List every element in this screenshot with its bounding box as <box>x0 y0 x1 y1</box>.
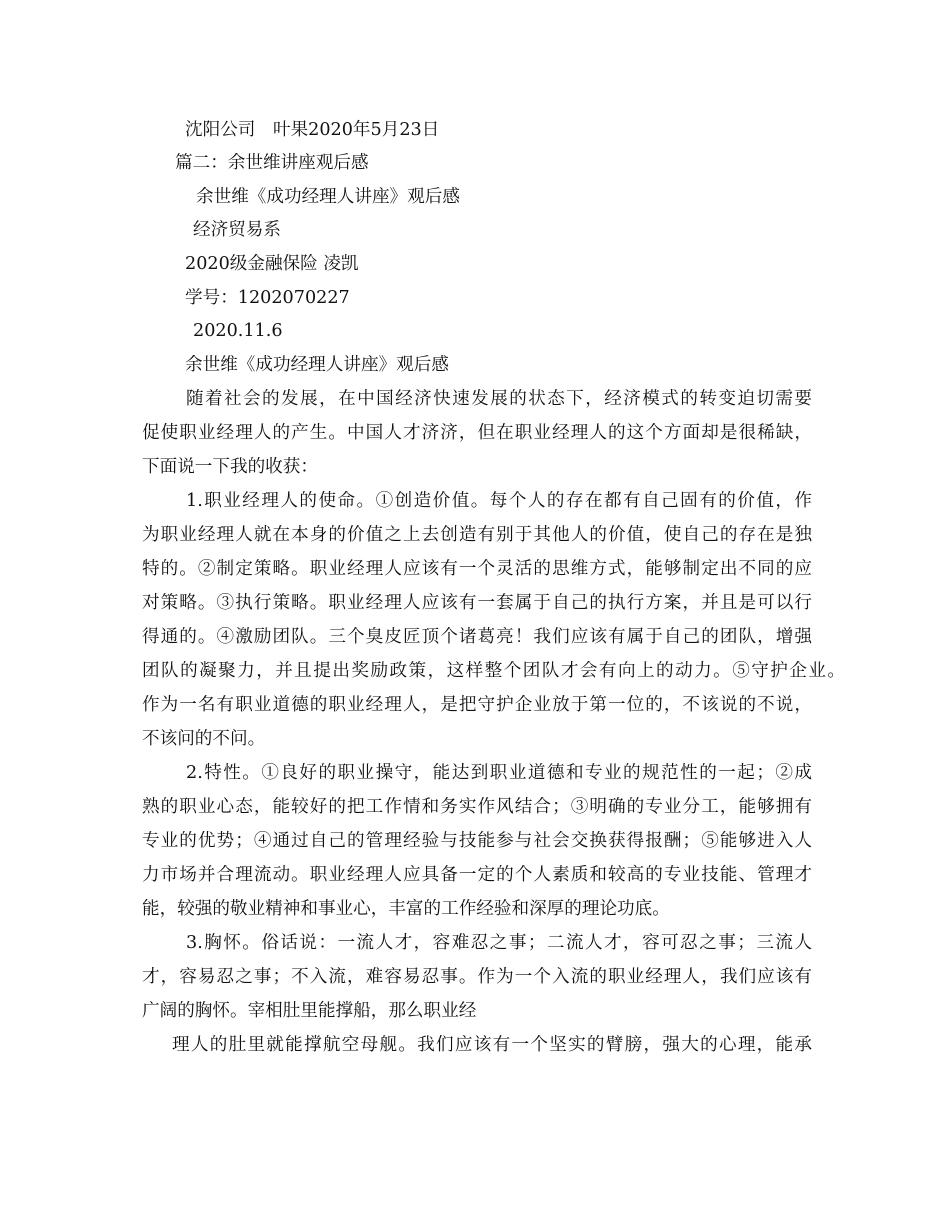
essay-title: 余世维《成功经理人讲座》观后感 <box>196 187 460 207</box>
date-line: 2020.11.6 <box>193 321 283 341</box>
point-two-line: 2.特性。①良好的职业操守，能达到职业道德和专业的规范性的一起；②成 <box>186 763 812 783</box>
point-two-line: 力市场并合理流动。职业经理人应具备一定的个人素质和较高的专业技能、管理才 <box>142 865 812 885</box>
point-one-line: 1.职业经理人的使命。①创造价值。每个人的存在都有自己固有的价值，作 <box>186 491 812 511</box>
point-one-line: 对策略。③执行策略。职业经理人应该有一套属于自己的执行方案，并且是可以行 <box>142 593 812 613</box>
point-three-line: 3.胸怀。俗话说：一流人才，容难忍之事；二流人才，容可忍之事；三流人 <box>186 933 812 953</box>
point-one-line: 特的。②制定策略。职业经理人应该有一个灵活的思维方式，能够制定出不同的应 <box>142 559 812 579</box>
point-three-line: 理人的肚里就能撑航空母舰。我们应该有一个坚实的臂膀，强大的心理，能承 <box>172 1035 812 1055</box>
intro-line: 随着社会的发展，在中国经济快速发展的状态下，经济模式的转变迫切需要 <box>186 389 812 409</box>
point-one-line: 作为一名有职业道德的职业经理人，是把守护企业放于第一位的，不该说的不说， <box>142 695 812 715</box>
department-line: 经济贸易系 <box>193 220 281 240</box>
intro-line: 促使职业经理人的产生。中国人才济济，但在职业经理人的这个方面却是很稀缺， <box>142 423 812 443</box>
point-three-line: 才，容易忍之事；不入流，难容易忍事。作为一个入流的职业经理人，我们应该有 <box>142 967 812 987</box>
student-id-line: 学号：1202070227 <box>185 288 350 308</box>
point-one-line: 团队的凝聚力，并且提出奖励政策，这样整个团队才会有向上的动力。⑤守护企业。 <box>142 661 845 681</box>
essay-subtitle: 余世维《成功经理人讲座》观后感 <box>185 355 449 375</box>
section-heading: 篇二：余世维讲座观后感 <box>175 153 369 173</box>
point-two-line: 专业的优势；④通过自己的管理经验与技能参与社会交换获得报酬；⑤能够进入人 <box>142 831 812 851</box>
point-one-line: 得通的。④激励团队。三个臭皮匠顶个诸葛亮！我们应该有属于自己的团队，增强 <box>142 627 812 647</box>
intro-line: 下面说一下我的收获： <box>142 457 318 477</box>
point-one-line: 不该问的不问。 <box>142 729 266 749</box>
point-one-line: 为职业经理人就在本身的价值之上去创造有别于其他人的价值，使自己的存在是独 <box>142 525 812 545</box>
point-two-line: 熟的职业心态，能较好的把工作情和务实作风结合；③明确的专业分工，能够拥有 <box>142 797 812 817</box>
signature-line: 沈阳公司 叶果2020年5月23日 <box>185 120 440 140</box>
class-author-line: 2020级金融保险 凌凯 <box>185 254 359 274</box>
point-three-line: 广阔的胸怀。宰相肚里能撑船，那么职业经 <box>142 1001 477 1021</box>
point-two-line: 能，较强的敬业精神和事业心，丰富的工作经验和深厚的理论功底。 <box>142 899 670 919</box>
